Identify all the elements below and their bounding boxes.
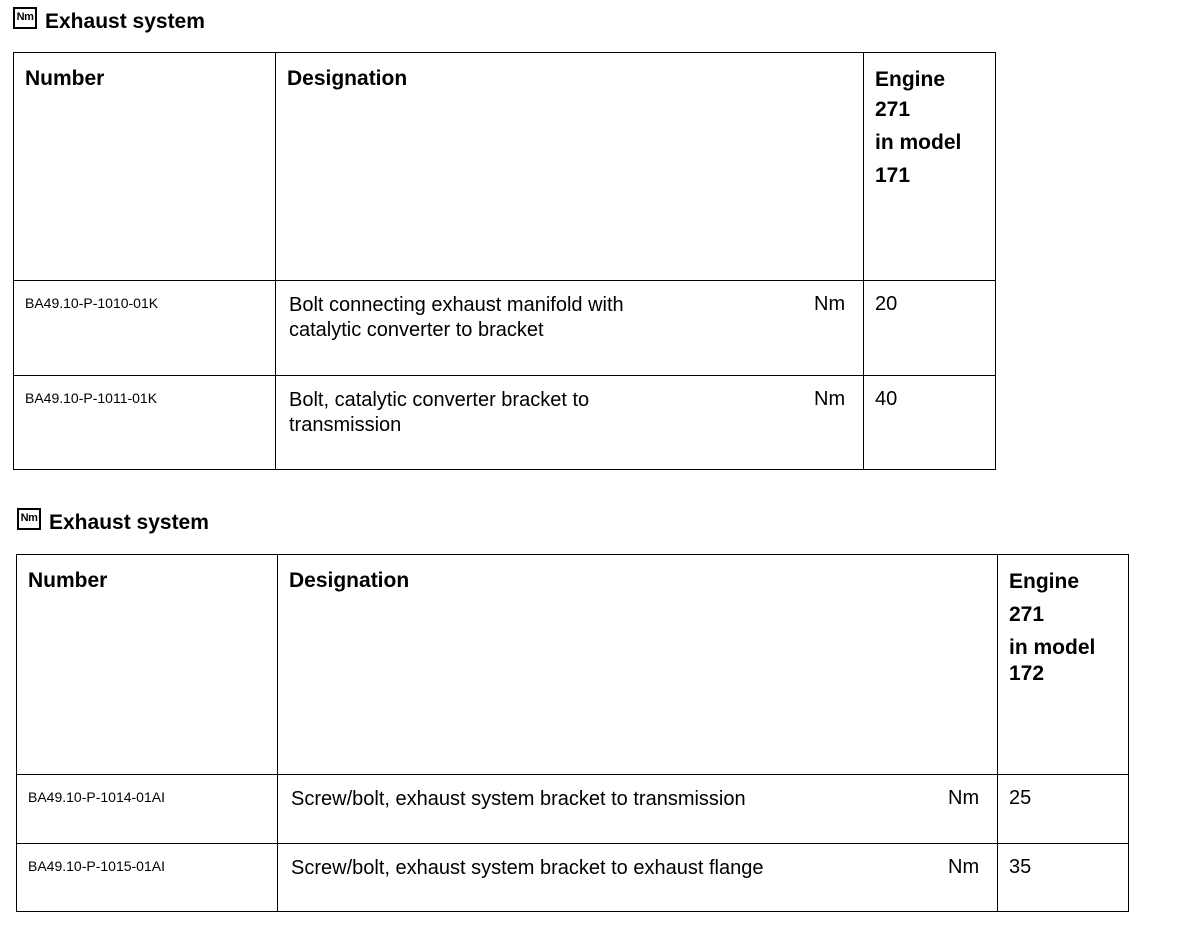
engine-header-line: 171: [875, 164, 911, 187]
engine-header-line: 271: [1009, 603, 1045, 626]
row-value: 40: [875, 388, 898, 410]
table-header-row: [17, 555, 1129, 775]
section-title: [17, 511, 209, 535]
row-designation: Screw/bolt, exhaust system bracket to transmission: [291, 788, 746, 810]
designation-header: Designation: [287, 67, 408, 90]
table-row: [14, 281, 996, 376]
table-row: [17, 775, 1129, 844]
row-designation: Bolt connecting exhaust manifold with catalytic converter to bracket: [289, 294, 624, 341]
row-unit: Nm: [814, 293, 846, 315]
row-number: BA49.10-P-1011-01K: [25, 390, 158, 406]
number-header: Number: [28, 569, 108, 592]
section-title: [13, 10, 205, 34]
row-unit: Nm: [948, 856, 980, 878]
engine-header: [998, 555, 1128, 690]
table-row: [14, 376, 996, 470]
designation-header: Designation: [289, 569, 410, 592]
row-unit: Nm: [948, 787, 980, 809]
number-header: Number: [25, 67, 105, 90]
torque-nm-icon: Nm: [17, 508, 41, 530]
torque-table: [16, 554, 1129, 912]
engine-header-line: Engine: [1009, 570, 1080, 593]
engine-header: [864, 53, 995, 192]
row-value: 20: [875, 293, 898, 315]
section-title-text: Exhaust system: [49, 511, 209, 534]
engine-header-line: 172: [1009, 662, 1045, 685]
row-number: BA49.10-P-1010-01K: [25, 295, 159, 311]
section-title-text: Exhaust system: [45, 10, 205, 33]
engine-header-line: in model: [875, 131, 962, 154]
row-number: BA49.10-P-1014-01AI: [28, 789, 165, 805]
engine-header-line: 271: [875, 98, 911, 121]
torque-nm-icon: Nm: [13, 7, 37, 29]
row-value: 35: [1009, 856, 1032, 878]
row-designation: Screw/bolt, exhaust system bracket to exhaust flange: [291, 857, 764, 879]
row-value: 25: [1009, 787, 1032, 809]
table-row: [17, 844, 1129, 912]
torque-table: [13, 52, 996, 470]
row-designation: Bolt, catalytic converter bracket to transmission: [289, 389, 590, 436]
row-number: BA49.10-P-1015-01AI: [28, 858, 165, 874]
row-unit: Nm: [814, 388, 846, 410]
engine-header-line: in model: [1009, 636, 1096, 659]
engine-header-line: Engine: [875, 68, 946, 91]
table-header-row: [14, 53, 996, 281]
